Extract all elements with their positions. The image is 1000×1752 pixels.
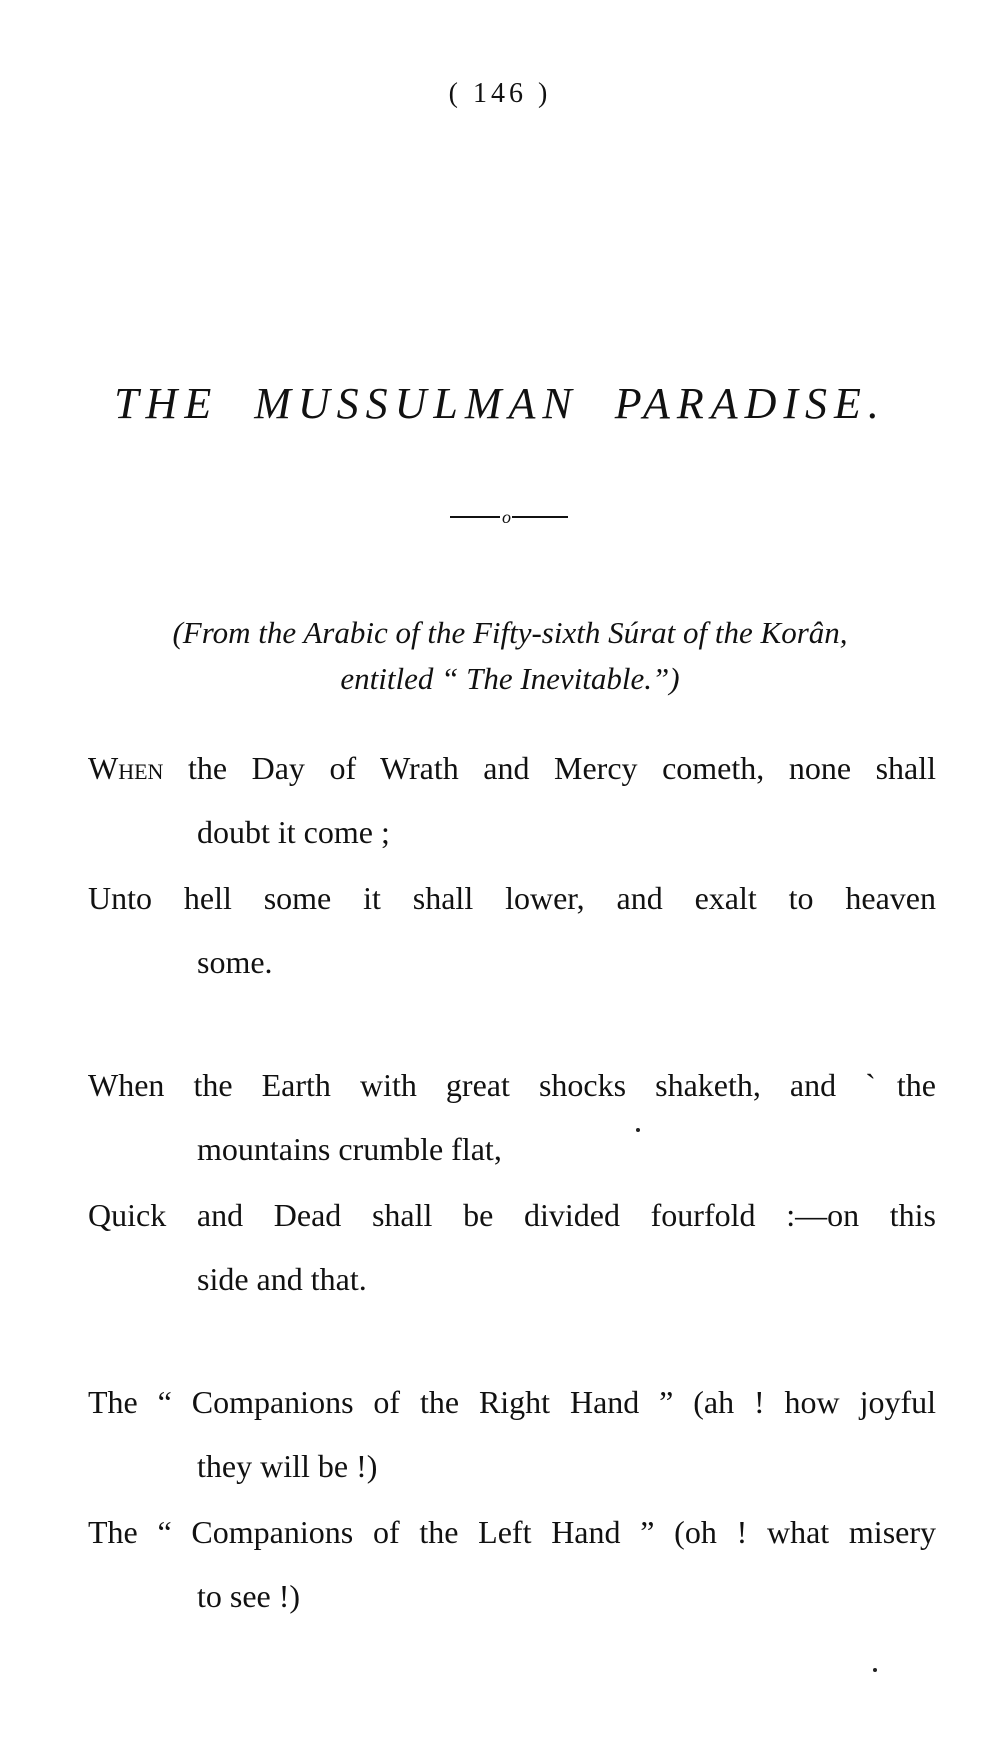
verse-continuation: to see !) — [197, 1578, 301, 1614]
svg-text:o: o — [502, 507, 511, 527]
poem-subtitle — [80, 610, 940, 702]
subtitle-line-1: (From the Arabic of the Fifty-sixth Súrat of the Korân, — [172, 615, 848, 650]
ornament-divider — [450, 502, 570, 532]
verse-continuation: side and that. — [197, 1261, 367, 1297]
verse-text: the Day of Wrath and Mercy cometh, none shall — [163, 750, 936, 786]
verse-line: Quick and Dead shall be divided fourfold :—on this — [88, 1197, 936, 1233]
page-number: ( 146 ) — [448, 78, 552, 109]
verse-line: When the Earth with great shocks shaketh, and ˋthe — [88, 1067, 936, 1103]
subtitle-line-2: entitled “ The Inevitable.”) — [340, 661, 680, 696]
print-speck — [636, 1128, 640, 1132]
verse-continuation: mountains crumble flat, — [197, 1131, 502, 1167]
print-speck — [873, 1668, 877, 1672]
verse-continuation: some. — [197, 944, 273, 980]
verse-continuation: doubt it come ; — [197, 814, 390, 850]
verse-line: The “ Companions of the Left Hand ” (oh ! what misery — [88, 1514, 936, 1550]
verse-line — [88, 748, 936, 788]
verse-initial-word: When — [88, 750, 164, 786]
verse-continuation: they will be !) — [197, 1448, 378, 1484]
verse-line: The “ Companions of the Right Hand ” (ah ! how joyful — [88, 1384, 936, 1420]
page-title: THE MUSSULMAN PARADISE. — [114, 379, 886, 428]
verse-line: Unto hell some it shall lower, and exalt to heaven — [88, 880, 936, 916]
